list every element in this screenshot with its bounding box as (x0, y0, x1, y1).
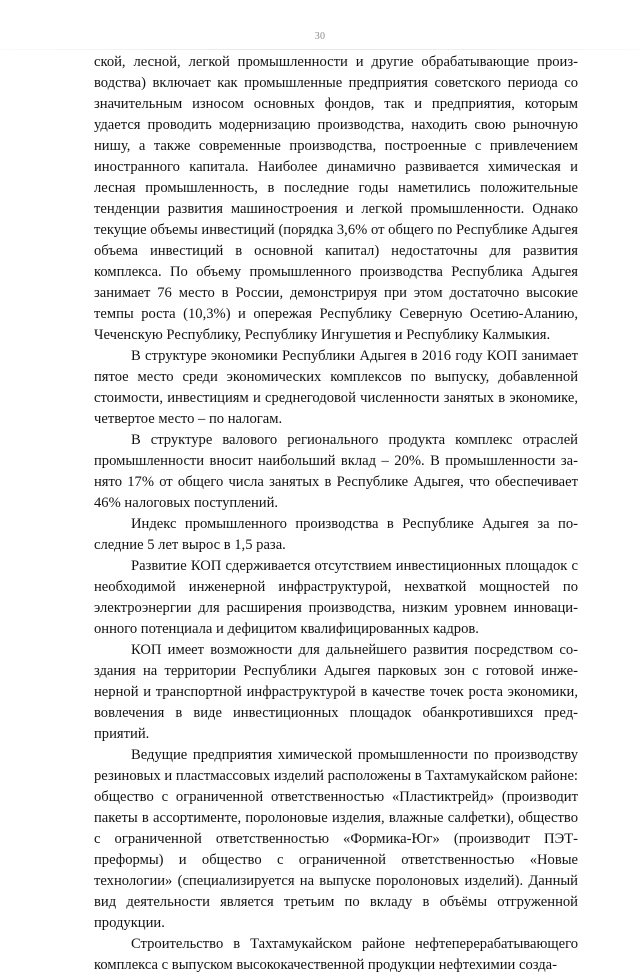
paragraph: Строительство в Тахтамукайском районе нефтеперерабатывающего комплекса с выпуском высококачественной продукции нефтехимии созда- (94, 936, 578, 973)
paragraph: Индекс промышленного производства в Республике Адыгея за последние 5 лет вырос в 1,5 раза. (94, 516, 578, 553)
header-divider (0, 49, 640, 50)
paragraph: КОП имеет возможности для дальнейшего развития посредством создания на территории Республики Адыгея парковых зон с готовой инженерной и транспортной инфраструктурой в качестве точек роста экономики, вовлечения в виде инвестиционных площадок обанкротившихся предприятий. (94, 642, 578, 742)
body-text (94, 52, 578, 976)
paragraph: В структуре валового регионального продукта комплекс отраслей промышленности вносит наибольший вклад – 20%. В промышленности занято 17% от общего числа занятых в Республике Адыгея, что обеспечивает 46% налоговых поступлений. (94, 432, 578, 511)
paragraph: В структуре экономики Республики Адыгея в 2016 году КОП занимает пятое место среди экономических комплексов по выпуску, добавленной стоимости, инвестициям и среднегодовой численности занятых в экономике, четвертое место – по налогам. (94, 348, 578, 427)
paragraph-continuation: ской, лесной, легкой промышленности и другие обрабатывающие производства) включает как промышленные предприятия советского периода со значительным износом основных фондов, так и предприятия, которым удается проводить модернизацию производства, находить свою рыночную нишу, а также современные производства, построенные с привлечением иностранного капитала. Наиболее динамично развивается химическая и лесная промышленность, в последние годы наметились положительные тенденции развития машиностроения и легкой промышленности. Однако текущие объемы инвестиций (порядка 3,6% от общего по Республике Адыгея объема инвестиций в основной капитал) недостаточны для развития комплекса. По объему промышленного производства Республика Адыгея занимает 76 место в России, демонстрируя при этом достаточно высокие темпы роста (10,3%) и опережая Республику Северную Осетию-Аланию, Чеченскую Республику, Республику Ингушетия и Республику Калмыкия. (94, 54, 578, 343)
paragraph: Ведущие предприятия химической промышленности по производству резиновых и пластмассовых изделий расположены в Тахтамукайском районе: общество с ограниченной ответственностью «Пластиктрейд» (производит пакеты в ассортименте, поролоновые изделия, влажные салфетки), общество с ограниченной ответственностью «Формика-Юг» (производит ПЭТ-преформы) и общество с ограниченной ответственностью «Новые технологии» (специализируется на выпуске поролоновых изделий). Данный вид деятельности является третьим по вкладу в объёмы отгруженной продукции. (94, 747, 578, 931)
paragraph: Развитие КОП сдерживается отсутствием инвестиционных площадок с необходимой инженерной инфраструктурой, нехваткой мощностей по электроэнергии для расширения производства, низким уровнем инновационного потенциала и дефицитом квалифицированных кадров. (94, 558, 578, 637)
page-number: 30 (314, 31, 326, 42)
